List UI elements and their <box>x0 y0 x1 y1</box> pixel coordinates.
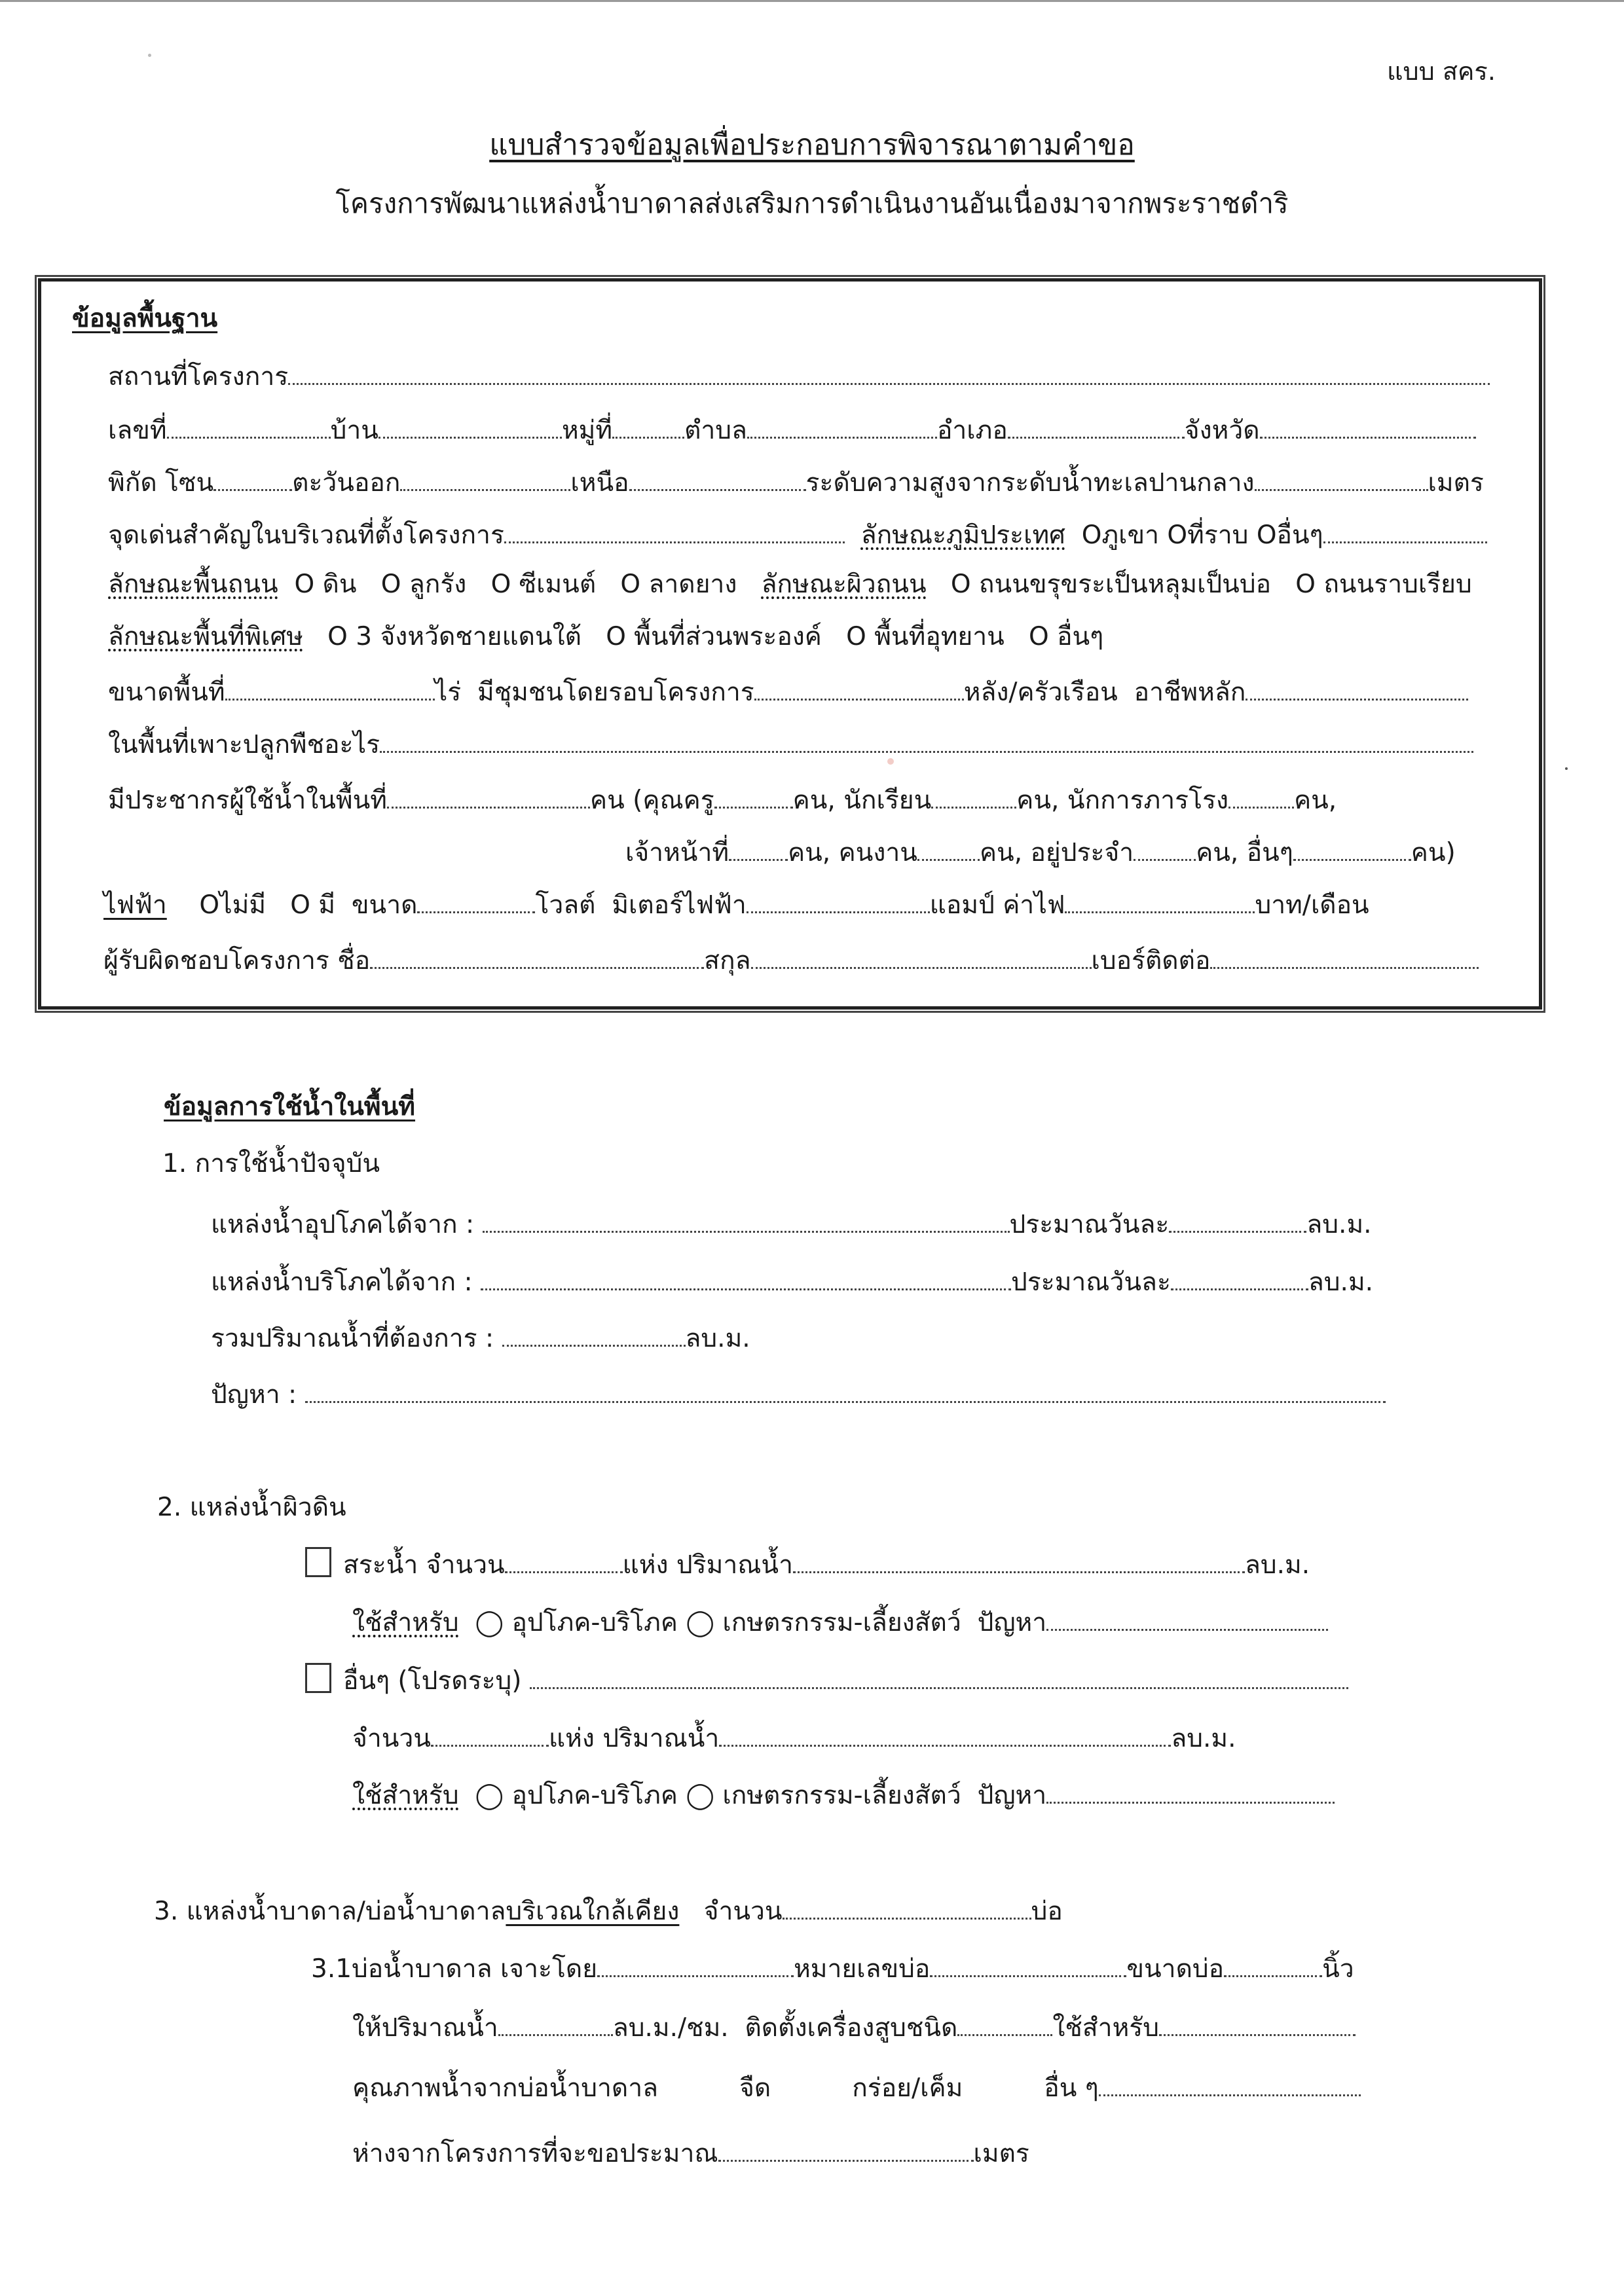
landmark-label: จุดเด่นสำคัญในบริเวณที่ตั้งโครงการ <box>108 520 504 551</box>
east-label: ตะวันออก <box>292 468 401 498</box>
distance-field[interactable] <box>718 2136 974 2162</box>
pond-problem-field[interactable] <box>1046 1605 1328 1631</box>
officers-label: เจ้าหน้าที่ <box>625 838 729 868</box>
well-driller-label: 3.1บ่อน้ำบาดาล เจาะโดย <box>311 1954 598 1984</box>
pond-domestic-radio[interactable]: ◯ อุปโภค-บริโภค <box>475 1608 678 1638</box>
form-code: แบบ สคร. <box>1387 57 1496 86</box>
bill-field[interactable] <box>1065 887 1255 913</box>
surname-field[interactable] <box>751 943 1092 969</box>
north-field[interactable] <box>629 465 806 491</box>
road-soil-radio[interactable]: O ดิน <box>294 570 357 599</box>
quality-other-option[interactable]: อื่น ๆ <box>1044 2073 1099 2104</box>
north-label: เหนือ <box>570 468 629 498</box>
well-yield-label: ให้ปริมาณน้ำ <box>352 2013 498 2043</box>
teachers-label: คน (คุณครู <box>590 786 714 816</box>
section-2-title: 2. แหล่งน้ำผิวดิน <box>157 1493 346 1522</box>
moo-field[interactable] <box>612 412 684 439</box>
occupation-field[interactable] <box>1246 674 1468 701</box>
name-field[interactable] <box>370 943 704 969</box>
well-usage-field[interactable] <box>1159 2010 1356 2036</box>
well-driller-field[interactable] <box>597 1951 794 1977</box>
drink-source-label: แหล่งน้ำบริโภคได้จาก : <box>211 1267 473 1298</box>
zone-label: พิกัด โซน <box>108 468 214 498</box>
other-usage-label: ใช้สำหรับ <box>352 1781 459 1811</box>
water-quality-row <box>352 2070 1361 2104</box>
pond-volume-field[interactable] <box>793 1547 1245 1573</box>
special-royal-radio[interactable]: O พื้นที่ส่วนพระองค์ <box>606 622 822 651</box>
other-source-label: อื่นๆ (โปรดระบุ) <box>343 1666 522 1696</box>
quality-brackish-option[interactable]: กร่อย/เค็ม <box>852 2073 963 2104</box>
road-rough-radio[interactable]: O ถนนขรุขระเป็นหลุมเป็นบ่อ <box>950 570 1272 599</box>
other-volume-field[interactable] <box>719 1721 1171 1747</box>
terrain-mountain-radio[interactable]: Oภูเขา <box>1081 520 1160 551</box>
workers-label: คน, คนงาน <box>788 838 917 868</box>
road-base-label: ลักษณะพื้นถนน <box>108 570 278 599</box>
crops-label: ในพื้นที่เพาะปลูกพืชอะไร <box>108 730 380 760</box>
other-source-checkbox[interactable] <box>305 1663 331 1693</box>
well-usage-label: ใช้สำหรับ <box>1052 2013 1159 2043</box>
distance-row <box>352 2136 1029 2170</box>
water-quality-label: คุณภาพน้ำจากบ่อน้ำบาดาล <box>352 2073 659 2104</box>
other-volume-label: แห่ง ปริมาณน้ำ <box>548 1724 720 1754</box>
section-1-title: 1. การใช้น้ำปัจจุบัน <box>162 1149 380 1178</box>
east-field[interactable] <box>400 465 570 491</box>
size-label: ขนาด <box>351 890 418 920</box>
total-need-label: รวมปริมาณน้ำที่ต้องการ : <box>211 1324 494 1354</box>
other-problem-label: ปัญหา <box>977 1781 1047 1811</box>
well-yield-field[interactable] <box>498 2010 613 2036</box>
other-source-row <box>305 1663 1348 1697</box>
top-border <box>0 0 1624 2</box>
consume-daily-label: ประมาณวันละ <box>1009 1210 1170 1240</box>
cubic-unit: ลบ.ม. <box>1308 1267 1374 1298</box>
area-size-field[interactable] <box>225 674 435 701</box>
terrain-label: ลักษณะภูมิประเทศ <box>860 520 1065 551</box>
well-yield-row <box>352 2010 1356 2044</box>
province-field[interactable] <box>1260 412 1476 439</box>
responsible-row <box>103 943 1479 977</box>
quality-fresh-option[interactable]: จืด <box>739 2073 771 2104</box>
other-count-field[interactable] <box>431 1721 549 1747</box>
persons-close: คน) <box>1411 838 1456 868</box>
site-row <box>108 359 1490 393</box>
water-use-heading: ข้อมูลการใช้น้ำในพื้นที่ <box>164 1092 416 1121</box>
pond-count-field[interactable] <box>505 1547 623 1573</box>
distance-label: ห่างจากโครงการที่จะขอประมาณ <box>352 2139 718 2169</box>
elevation-field[interactable] <box>1255 465 1428 491</box>
special-park-radio[interactable]: O พื้นที่อุทยาน <box>846 622 1005 651</box>
zone-field[interactable] <box>213 465 292 491</box>
janitors-field[interactable] <box>1228 782 1294 809</box>
total-need-field[interactable] <box>502 1321 686 1347</box>
other-source-field[interactable] <box>530 1663 1348 1689</box>
consume-source-row <box>211 1207 1372 1241</box>
road-surface-label: ลักษณะผิวถนน <box>761 570 927 599</box>
cubic-unit: ลบ.ม. <box>1306 1210 1372 1240</box>
well-number-label: หมายเลขบ่อ <box>794 1954 931 1984</box>
terrain-other-radio[interactable]: Oอื่นๆ <box>1256 520 1323 551</box>
drink-daily-field[interactable] <box>1171 1264 1308 1290</box>
other-domestic-radio[interactable]: ◯ อุปโภค-บริโภค <box>475 1781 678 1811</box>
population-label: มีประชากรผู้ใช้น้ำในพื้นที่ <box>108 786 387 816</box>
population-row <box>108 782 1337 816</box>
amphoe-field[interactable] <box>1008 412 1185 439</box>
teachers-field[interactable] <box>714 782 793 809</box>
elevation-label: ระดับความสูงจากระดับน้ำทะเลปานกลาง <box>805 468 1255 498</box>
other-amount-row <box>352 1721 1236 1755</box>
house-no-field[interactable] <box>167 412 331 439</box>
tambon-field[interactable] <box>747 412 937 439</box>
pond-checkbox[interactable] <box>305 1547 331 1577</box>
pond-row <box>305 1547 1310 1581</box>
workers-field[interactable] <box>917 835 980 861</box>
drink-daily-label: ประมาณวันละ <box>1011 1267 1171 1298</box>
others-label: คน, อื่นๆ <box>1196 838 1293 868</box>
persons-unit: คน, <box>1294 786 1337 816</box>
consume-daily-field[interactable] <box>1169 1207 1306 1233</box>
amphoe-label: อำเภอ <box>936 416 1008 446</box>
others-field[interactable] <box>1293 835 1411 861</box>
well-drill-row <box>311 1951 1354 1985</box>
other-usage-row <box>352 1777 1335 1812</box>
electricity-no-radio[interactable]: Oไม่มี <box>199 890 267 920</box>
moo-label: หมู่ที่ <box>561 416 613 446</box>
road-smooth-radio[interactable]: O ถนนราบเรียบ <box>1295 570 1472 599</box>
basic-info-heading: ข้อมูลพื้นฐาน <box>72 304 218 333</box>
elec-meter-label: มิเตอร์ไฟฟ้า <box>612 890 747 920</box>
special-south-radio[interactable]: O 3 จังหวัดชายแดนใต้ <box>327 622 581 651</box>
population-row-2 <box>625 835 1456 869</box>
janitors-label: คน, นักการภารโรง <box>1016 786 1229 816</box>
officers-field[interactable] <box>729 835 788 861</box>
students-label: คน, นักเรียน <box>792 786 932 816</box>
crops-field[interactable] <box>380 727 1473 753</box>
volt-unit: โวลต์ <box>535 890 596 920</box>
province-label: จังหวัด <box>1184 416 1260 446</box>
road-row <box>108 570 1472 600</box>
scan-speck <box>148 54 151 57</box>
section-3-row <box>154 1893 1063 1927</box>
phone-label: เบอร์ติดต่อ <box>1091 946 1211 976</box>
tambon-label: ตำบล <box>684 416 747 446</box>
area-size-label: ขนาดพื้นที่ <box>108 678 225 708</box>
distance-unit: เมตร <box>973 2139 1029 2169</box>
electricity-row <box>103 887 1369 921</box>
students-field[interactable] <box>931 782 1016 809</box>
crops-row <box>108 727 1473 761</box>
special-other-radio[interactable]: O อื่นๆ <box>1029 622 1104 651</box>
surname-label: สกุล <box>704 946 751 976</box>
scan-speck <box>1565 767 1568 770</box>
volt-field[interactable] <box>417 887 535 913</box>
special-area-row <box>108 622 1103 653</box>
total-need-row <box>211 1321 750 1355</box>
section-3-nearby: บริเวณใกล้เคียง <box>506 1897 680 1927</box>
road-asphalt-radio[interactable]: O ลาดยาง <box>620 570 737 599</box>
other-amount-label: จำนวน <box>352 1724 431 1754</box>
village-label: บ้าน <box>330 416 378 446</box>
population-field[interactable] <box>387 782 590 809</box>
pump-type-label: ติดตั้งเครื่องสูบชนิด <box>745 2013 958 2043</box>
address-row <box>108 412 1476 446</box>
area-size-row <box>108 674 1468 708</box>
inch-unit: นิ้ว <box>1322 1954 1354 1984</box>
well-count-label: จำนวน <box>703 1897 783 1927</box>
house-no-label: เลขที่ <box>108 416 167 446</box>
pond-usage-row <box>352 1605 1328 1639</box>
terrain-plain-radio[interactable]: Oที่ราบ <box>1167 520 1249 551</box>
terrain-other-field[interactable] <box>1323 517 1487 543</box>
problem-label: ปัญหา : <box>211 1380 297 1410</box>
baht-month-unit: บาท/เดือน <box>1255 890 1369 920</box>
section-3-title: 3. แหล่งน้ำบาดาล/บ่อน้ำบาดาล <box>154 1897 506 1927</box>
meter-unit: เมตร <box>1428 468 1484 498</box>
community-label: มีชุมชนโดยรอบโครงการ <box>477 678 754 708</box>
electricity-label: ไฟฟ้า <box>103 890 167 920</box>
amp-label: แอมป์ ค่าไฟ <box>929 890 1065 920</box>
landmark-row <box>108 517 1487 551</box>
pond-volume-label: แห่ง ปริมาณน้ำ <box>622 1550 793 1580</box>
pond-label: สระน้ำ จำนวน <box>343 1550 505 1580</box>
well-size-label: ขนาดบ่อ <box>1126 1954 1225 1984</box>
road-cement-radio[interactable]: O ซีเมนต์ <box>490 570 597 599</box>
residents-field[interactable] <box>1134 835 1196 861</box>
form-subtitle: โครงการพัฒนาแหล่งน้ำบาดาลส่งเสริมการดำเนินงานอันเนื่องมาจากพระราชดำริ <box>335 187 1289 219</box>
other-problem-field[interactable] <box>1046 1777 1335 1804</box>
well-unit: บ่อ <box>1031 1897 1063 1927</box>
pond-problem-label: ปัญหา <box>977 1608 1047 1638</box>
landmark-field[interactable] <box>504 517 845 543</box>
cubic-unit: ลบ.ม. <box>1171 1724 1236 1754</box>
electricity-yes-radio[interactable]: O มี <box>290 890 336 920</box>
pump-type-field[interactable] <box>957 2010 1052 2036</box>
site-field[interactable] <box>288 359 1490 385</box>
cubic-unit: ลบ.ม. <box>685 1324 750 1354</box>
consume-source-label: แหล่งน้ำอุปโภคได้จาก : <box>211 1210 475 1240</box>
drink-source-row <box>211 1264 1373 1298</box>
site-label: สถานที่โครงการ <box>108 362 289 392</box>
phone-field[interactable] <box>1210 943 1479 969</box>
special-area-label: ลักษณะพื้นที่พิเศษ <box>108 622 303 651</box>
responsible-label: ผู้รับผิดชอบโครงการ ชื่อ <box>103 946 371 976</box>
cubic-unit: ลบ.ม. <box>1244 1550 1310 1580</box>
consume-source-field[interactable] <box>483 1207 1010 1233</box>
pond-agriculture-radio[interactable]: ◯ เกษตรกรรม-เลี้ยงสัตว์ <box>686 1608 961 1638</box>
well-size-field[interactable] <box>1224 1951 1322 1977</box>
other-agriculture-radio[interactable]: ◯ เกษตรกรรม-เลี้ยงสัตว์ <box>686 1781 961 1811</box>
well-number-field[interactable] <box>930 1951 1126 1977</box>
per-hour-unit: ลบ.ม./ชม. <box>612 2013 729 2043</box>
problem-field[interactable] <box>305 1377 1386 1403</box>
amp-field[interactable] <box>747 887 930 913</box>
drink-source-field[interactable] <box>481 1264 1011 1290</box>
form-title: แบบสำรวจข้อมูลเพื่อประกอบการพิจารณาตามคำขอ <box>489 128 1135 162</box>
coordinate-row <box>108 465 1484 499</box>
village-field[interactable] <box>378 412 562 439</box>
rai-unit: ไร่ <box>434 678 462 708</box>
pond-usage-label: ใช้สำหรับ <box>352 1608 459 1638</box>
problem-row <box>211 1377 1386 1411</box>
quality-other-field[interactable] <box>1099 2070 1361 2096</box>
households-field[interactable] <box>754 674 964 701</box>
occupation-label: อาชีพหลัก <box>1134 678 1246 708</box>
residents-label: คน, อยู่ประจำ <box>979 838 1134 868</box>
well-count-field[interactable] <box>783 1893 1031 1920</box>
road-laterite-radio[interactable]: O ลูกรัง <box>380 570 467 599</box>
households-unit: หลัง/ครัวเรือน <box>963 678 1118 708</box>
